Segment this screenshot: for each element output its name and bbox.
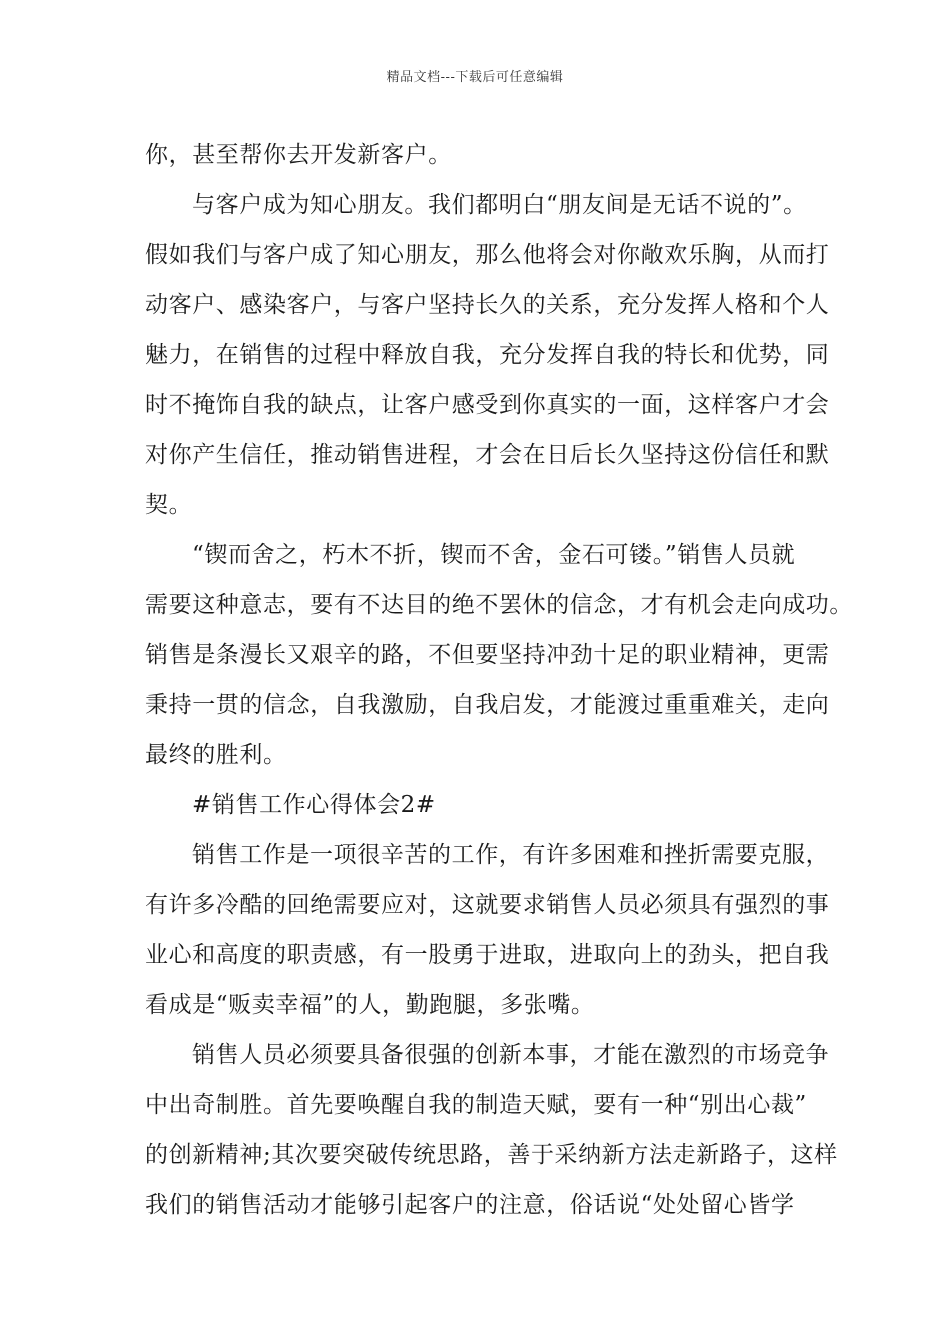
text-line: 看成是“贩卖幸福”的人，勤跑腿，多张嘴。	[145, 992, 595, 1018]
text-line: 动客户、感染客户，与客户坚持长久的关系，充分发挥人格和个人	[145, 292, 830, 318]
text-line: 我们的销售活动才能够引起客户的注意，俗话说“处处留心皆学	[145, 1192, 795, 1218]
text-line: 时不掩饰自我的缺点，让客户感受到你真实的一面，这样客户才会	[145, 392, 830, 418]
text-line: 需要这种意志，要有不达目的绝不罢休的信念，才有机会走向成功。	[145, 592, 853, 618]
text-line: 销售人员必须要具备很强的创新本事，才能在激烈的市场竞争	[192, 1042, 830, 1068]
text-line: 有许多冷酷的回绝需要应对，这就要求销售人员必须具有强烈的事	[145, 892, 830, 918]
text-line: 魅力，在销售的过程中释放自我，充分发挥自我的特长和优势，同	[145, 342, 830, 368]
text-line: 假如我们与客户成了知心朋友，那么他将会对你敞欢乐胸，从而打	[145, 242, 830, 268]
text-line: 对你产生信任，推动销售进程，才会在日后长久坚持这份信任和默	[145, 442, 830, 468]
text-line: 你，甚至帮你去开发新客户。	[145, 142, 452, 168]
text-line: “锲而舍之，朽木不折，锲而不舍，金石可镂。”销售人员就	[192, 542, 796, 568]
text-line: 销售工作是一项很辛苦的工作，有许多困难和挫折需要克服，	[192, 842, 830, 868]
text-line: 契。	[145, 492, 193, 518]
text-line: 最终的胜利。	[145, 742, 287, 768]
text-line: 的创新精神;其次要突破传统思路，善于采纳新方法走新路子，这样	[145, 1142, 838, 1168]
text-line: 秉持一贯的信念，自我激励，自我启发，才能渡过重重难关，走向	[145, 692, 830, 718]
text-line: 与客户成为知心朋友。我们都明白“朋友间是无话不说的”。	[192, 192, 807, 218]
text-line: 业心和高度的职责感，有一股勇于进取，进取向上的劲头，把自我	[145, 942, 830, 968]
text-line: 中出奇制胜。首先要唤醒自我的制造天赋，要有一种“别出心裁”	[145, 1092, 807, 1118]
text-line: 销售是条漫长又艰辛的路，不但要坚持冲劲十足的职业精神，更需	[145, 642, 830, 668]
section-heading: #销售工作心得体会2#	[192, 792, 436, 818]
page-header: 精品文档---下载后可任意编辑	[386, 70, 564, 85]
